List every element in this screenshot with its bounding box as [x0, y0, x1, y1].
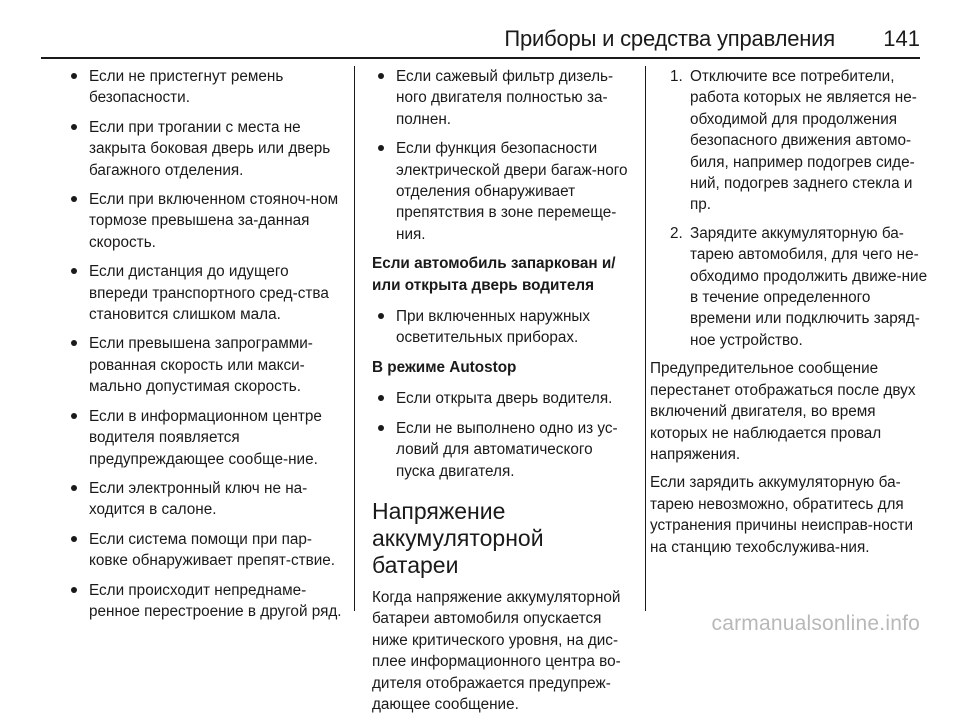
list-item: Если превышена запрограмми-рованная скорость или макси-мально допустимая скорость.	[65, 333, 345, 397]
list-item: Если при включенном стояноч-ном тормозе превышена за-данная скорость.	[65, 189, 345, 253]
column-divider-2	[645, 66, 646, 611]
section-body: Когда напряжение аккумуляторной батареи автомобиля опускается ниже критического уровня, на дис-плее информационного центра во-дителя отображается предупреж-дающее сообщение.	[372, 588, 621, 713]
subheading-parked: Если автомобиль запаркован и/или открыта дверь водителя	[372, 255, 616, 294]
step-text: Отключите все потребители, работа которых не является не-обходимой для продолжения безопасного движения автомо-биля, например подогрев сиде-ний, подогрев заднего стекла и пр.	[690, 68, 917, 214]
section-title-battery-voltage: Напряжение аккумуляторной батареи	[372, 497, 544, 578]
column-3	[650, 66, 930, 565]
step-number: 1.	[670, 68, 683, 85]
list-item: Если дистанция до идущего впереди транспортного сред-ства становится слишком мала.	[65, 261, 345, 325]
page-number: 141	[883, 26, 920, 51]
header-divider	[41, 57, 920, 59]
autostop-conditions-list	[372, 388, 634, 482]
column-2	[372, 66, 634, 722]
page-header	[0, 0, 960, 62]
list-item: Если происходит непреднаме-ренное перестроение в другой ряд.	[65, 580, 345, 623]
list-item: Если открыта дверь водителя.	[372, 388, 634, 409]
paragraph-service-advice: Если зарядить аккумуляторную ба-тарею невозможно, обратитесь для устранения причины неисправ-ности на станцию техобслужива-ния.	[650, 474, 913, 556]
list-item: Если не пристегнут ремень безопасности.	[65, 66, 345, 109]
column-divider-1	[354, 66, 355, 611]
warning-conditions-list	[75, 66, 345, 622]
paragraph-warning-message: Предупредительное сообщение перестанет отображаться после двух включений двигателя, во время которых не наблюдается провал напряжения.	[650, 360, 916, 463]
page-title: Приборы и средства управления	[504, 26, 835, 51]
list-item: Если сажевый фильтр дизель-ного двигателя полностью за-полнен.	[372, 66, 634, 130]
step-number: 2.	[670, 224, 683, 242]
steps-list	[650, 66, 930, 351]
list-item: Если при трогании с места не закрыта боковая дверь или дверь багажного отделения.	[65, 117, 345, 181]
step-item	[650, 223, 930, 351]
list-item: Если в информационном центре водителя появляется предупреждающее сообще-ние.	[65, 406, 345, 470]
warning-conditions-list-continued	[372, 66, 634, 245]
list-item: Если электронный ключ не на-ходится в салоне.	[65, 478, 345, 521]
step-item	[650, 66, 930, 216]
list-item: Если функция безопасности электрической двери багаж-ного отделения обнаруживает препятствия в зоне перемеще-ния.	[372, 138, 634, 245]
list-item: При включенных наружных осветительных приборах.	[372, 306, 634, 349]
step-text: Зарядите аккумуляторную ба-тарею автомобиля, для чего не-обходимо продолжить движе-ние в течение определенного времени или подключить заряд-ное устройство.	[690, 224, 928, 349]
watermark: carmanualsonline.info	[711, 612, 920, 635]
subheading-autostop: В режиме Autostop	[372, 358, 517, 376]
list-item: Если не выполнено одно из ус-ловий для автоматического пуска двигателя.	[372, 418, 634, 482]
column-1	[75, 66, 345, 630]
parked-conditions-list	[372, 306, 634, 349]
list-item: Если система помощи при пар-ковке обнаруживает препят-ствие.	[65, 529, 345, 572]
